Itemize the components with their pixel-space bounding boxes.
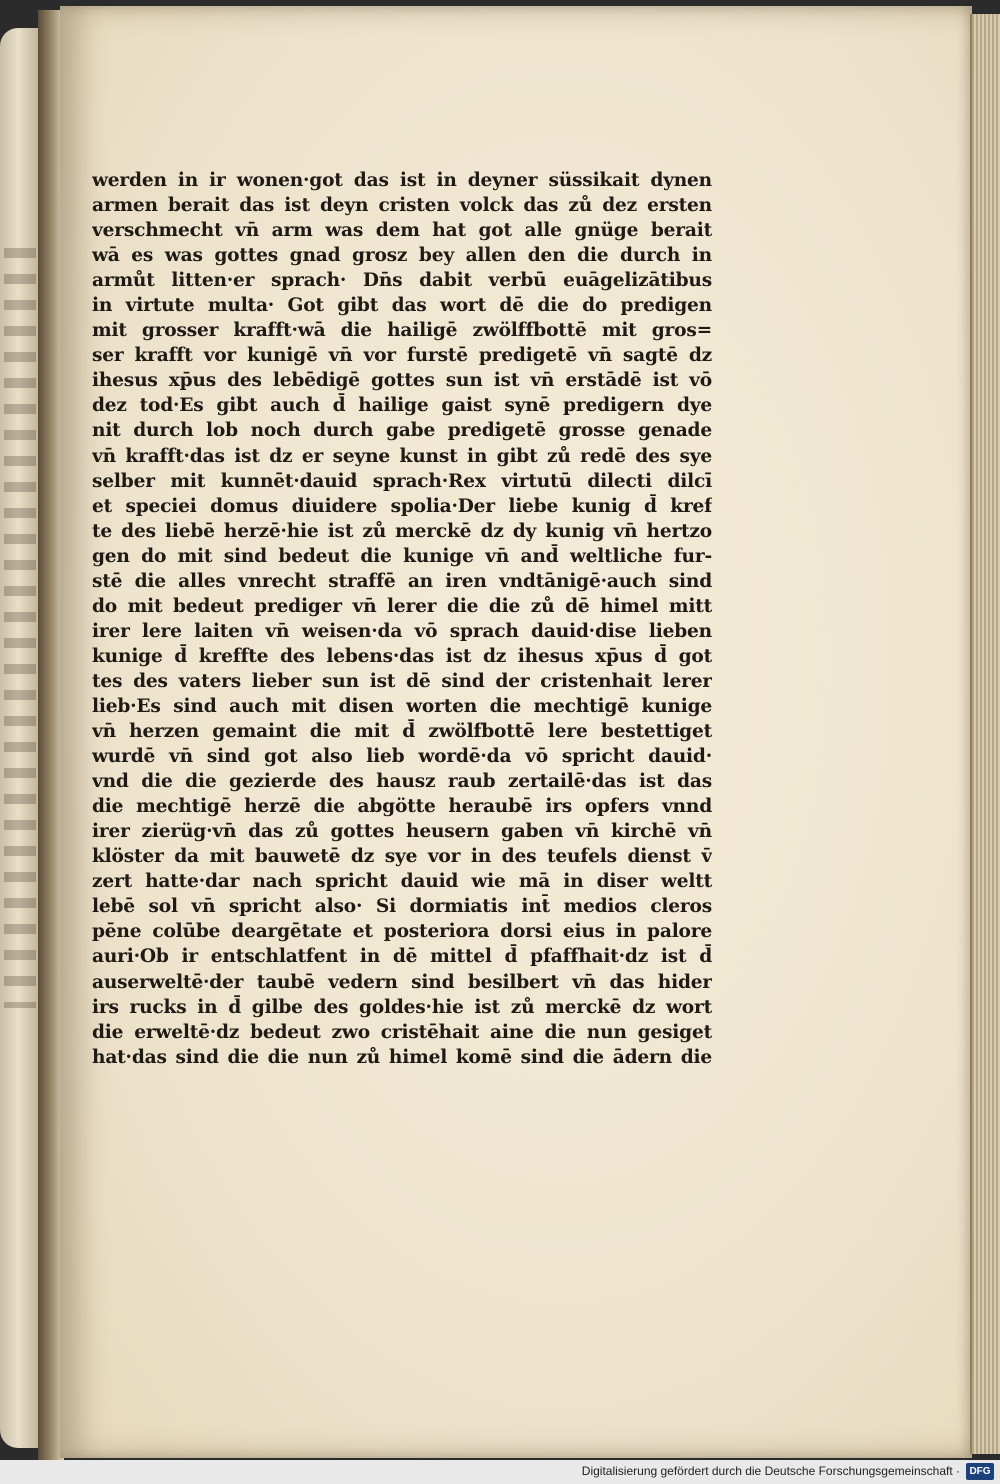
- text-line: die erweltē·dz bedeut zwo cristēhait aine die nun gesiget: [92, 1021, 712, 1043]
- text-line: klöster da mit bauwetē dz sye vor in des teufels dienst v̄: [92, 846, 712, 868]
- text-line: armen berait das ist deyn cristen volck das zů dez ersten: [92, 195, 712, 217]
- text-line: nit durch lob noch durch gabe predigetē grosse genade: [92, 420, 712, 442]
- dfg-logo-icon: DFG: [966, 1463, 994, 1480]
- text-line: te des liebē herzē·hie ist zů merckē dz dy kunig vn̄ hertzo: [92, 520, 712, 542]
- text-line: stē die alles vnrecht straffē an iren vndtānigē·auch sind: [92, 570, 712, 592]
- text-line: do mit bedeut prediger vn̄ lerer die die zů dē himel mitt: [92, 595, 712, 617]
- funding-notice: Digitalisierung gefördert durch die Deutsche Forschungsgemeinschaft ·: [581, 1464, 960, 1478]
- text-line: irer zierüg·vn̄ das zů gottes heusern gaben vn̄ kirchē vn̄: [92, 821, 712, 843]
- footer-bar: [0, 1460, 1000, 1484]
- text-line: lieb·Es sind auch mit disen worten die mechtigē kunige: [92, 695, 712, 717]
- text-line: wā es was gottes gnad grosz bey allen den die durch in: [92, 245, 712, 267]
- text-line: auri·Ob ir entschlatfent in dē mittel d̄ pfaffhait·dz ist d̄: [92, 946, 712, 968]
- text-line: auserweltē·der taubē vedern sind besilbert vn̄ das hider: [92, 971, 712, 993]
- text-line: tes des vaters lieber sun ist dē sind der cristenhait lerer: [92, 670, 712, 692]
- text-line: mit grosser krafft·wā die hailigē zwölffbottē mit gros=: [92, 320, 712, 342]
- text-line: dez tod·Es gibt auch d̄ hailige gaist synē predigern dye: [92, 395, 712, 417]
- text-line: werden in ir wonen·got das ist in deyner süssikait dynen: [92, 170, 712, 191]
- text-line: et speciei domus diuidere spolia·Der liebe kunig d̄ kref: [92, 495, 712, 517]
- text-line: gen do mit sind bedeut die kunige vn̄ and̄ weltliche fur-: [92, 545, 712, 567]
- left-page-edge: [0, 28, 40, 1448]
- text-line: vnd die die gezierde des hausz raub zertailē·das ist das: [92, 771, 712, 793]
- page-fore-edge: [970, 14, 1000, 1454]
- text-line: vn̄ herzen gemaint die mit d̄ zwölfbottē lere bestettiget: [92, 721, 712, 743]
- text-line: verschmecht vn̄ arm was dem hat got alle gnüge berait: [92, 220, 712, 242]
- text-line: hat·das sind die die nun zů himel komē sind die ādern die: [92, 1046, 712, 1068]
- text-line: selber mit kunnēt·dauid sprach·Rex virtutū dilecti dilcī: [92, 470, 712, 492]
- text-line: armůt litten·er sprach· Dn̄s dabit verbū euāgelizātibus: [92, 270, 712, 292]
- text-line: irs rucks in d̄ gilbe des goldes·hie ist zů merckē dz wort: [92, 996, 712, 1018]
- text-line: in virtute multa· Got gibt das wort dē die do predigen: [92, 295, 712, 317]
- text-line: wurdē vn̄ sind got also lieb wordē·da vō spricht dauid·: [92, 746, 712, 768]
- text-line: irer lere laiten vn̄ weisen·da vō sprach dauid·dise lieben: [92, 620, 712, 642]
- text-line: lebē sol vn̄ spricht also· Si dormiatis int̄ medios cleros: [92, 896, 712, 918]
- text-line: kunige d̄ kreffte des lebens·das ist dz ihesus xp̄us d̄ got: [92, 645, 712, 667]
- text-line: vn̄ krafft·das ist dz er seyne kunst in gibt zů redē des sye: [92, 445, 712, 467]
- left-page-text-fragment: [4, 248, 36, 1008]
- text-line: ihesus xp̄us des lebēdigē gottes sun ist vn̄ erstādē ist vō: [92, 370, 712, 392]
- text-line: ser krafft vor kunigē vn̄ vor furstē predigetē vn̄ sagtē dz: [92, 345, 712, 367]
- text-line: zert hatte·dar nach spricht dauid wie mā in diser weltt: [92, 871, 712, 893]
- text-line: die mechtigē herzē die abgötte heraubē irs opfers vnnd: [92, 796, 712, 818]
- text-line: pēne colūbe deargētate et posteriora dorsi eius in palore: [92, 921, 712, 943]
- text-block: [92, 168, 712, 1070]
